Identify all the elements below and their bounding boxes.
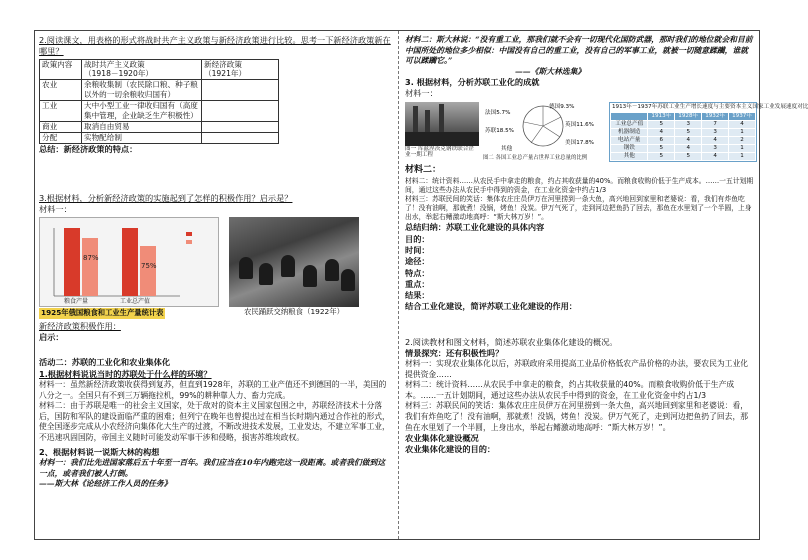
summary-label: 总结归纳：苏联工业化建设的具体内容 (405, 222, 545, 233)
bar-axis-label: 工业总产值 (120, 298, 151, 306)
table-cell (202, 80, 279, 101)
q1-title: 1.根据材料说说当时的苏联处于什么样的环境？ (39, 368, 212, 379)
summary-item: 目的： (405, 233, 430, 244)
summary-item: 特点： (405, 267, 430, 278)
growth-cell: 3 (675, 121, 702, 129)
table-cell (202, 101, 279, 122)
stalin-quote-2: 材料二：斯大林说：“没有重工业，那我们就不会有一切现代化国防武器，那时我们的地位就会和目前中国所处的地位多少相似：中国没有自己的重工业，没有自己的军事工业，就被一切随意蹂躏，谁就可以蹂躏它。” (405, 35, 753, 66)
industry-figures (405, 102, 808, 163)
growth-cell: 机器制造 (611, 129, 648, 137)
summary-item: 结果： (405, 290, 430, 301)
photo-figure (229, 217, 359, 317)
bar-value-label: 87% (83, 254, 99, 263)
growth-cell: 5 (675, 129, 702, 137)
insight-label: 启示： (39, 332, 64, 343)
summary-item: 途径： (405, 256, 430, 267)
growth-cell: 钢铁 (611, 145, 648, 153)
purpose-label: 农业集体化建设的目的： (405, 444, 496, 455)
bar-axis-label: 粮食产量 (64, 298, 89, 306)
right-q3-title: 3. 根据材料，分析苏联工业化的成就 (405, 77, 540, 88)
growth-cell: 其他 (611, 153, 648, 161)
growth-cell: 1 (729, 145, 756, 153)
collectivization-material-two: 材料二：统计资料……从农民手中拿走的粮食，约占其收获量的40%。而粮食收购价低于生产成本。……一五计划期间，通过这些办法从农民手中得到的资金，在工业化资金中约占1/3 (405, 380, 735, 400)
table-cell: 实物配给制 (82, 132, 202, 143)
table-cell: 大中小型工业一律收归国有（高度集中管理，企业缺乏生产积极性） (82, 101, 202, 122)
summary-features: 总结：新经济政策的特点： (39, 143, 138, 154)
bar-caption: 1925年俄国粮食和工业生产量统计表 (41, 308, 164, 318)
table-cell: 余粮收集制（农民除口粮、种子粮以外的一切余粮收归国有） (82, 80, 202, 101)
industry-output-text: 材料三：苏联民间的笑话：集体农庄庄员伊万在河里捞到一条大鱼，高兴地回到家里和老婆说：看，我们有炸鱼吃了！没有油啊，那就煮！没锅，烤鱼！没炭。伊万气死了，走到河边把鱼扔了回去，那鱼在水里划了一个半圆，上身出水，举起右鳍激动地高呼：“斯大林万岁！”。 (405, 195, 752, 222)
scenario-title: 情景探究：还有积极性吗？ (405, 348, 504, 359)
growth-cell: 5 (648, 153, 675, 161)
growth-cell: 工业总产值 (611, 121, 648, 129)
photo-caption: 农民踊跃交纳粮食（1922年） (243, 307, 345, 317)
growth-cell: 1 (729, 129, 756, 137)
table-cell: 工业 (40, 101, 82, 122)
growth-cell: 4 (675, 137, 702, 145)
growth-cell: 5 (648, 145, 675, 153)
growth-cell: 1937年 (729, 113, 756, 121)
pie-label: 美国17.8% (565, 139, 594, 146)
evaluate-prompt: 结合工业化建设，简评苏联工业化建设的作用： (405, 301, 577, 312)
overview-label: 农业集体化建设概况 (405, 433, 479, 444)
growth-cell: 4 (675, 145, 702, 153)
bar-industry-1913 (122, 228, 138, 296)
summary-item: 时间： (405, 244, 430, 255)
growth-cell: 6 (648, 137, 675, 145)
collectivization-material-one: 材料一：实现农业集体化以后，苏联政府采用提高工业品价格低农产品价格的办法，要农民为工业化提供资金…… (405, 359, 749, 379)
bar-figure (39, 217, 219, 318)
factory-figure (405, 102, 479, 159)
growth-cell: 5 (648, 121, 675, 129)
growth-cell: 电站产量 (611, 137, 648, 145)
factory-photo (405, 102, 479, 146)
growth-cell: 4 (702, 153, 729, 161)
growth-cell: 4 (648, 129, 675, 137)
growth-cell: 5 (675, 153, 702, 161)
growth-cell: 3 (702, 145, 729, 153)
summary-item: 重点： (405, 278, 430, 289)
pie-caption: 图二 各国工业总产量占世界工业总量的比例 (483, 154, 588, 161)
stalin-quote-1: 材料一：我们比先进国家落后五十年至一百年。我们应当在10年内跑完这一段距离。或者我们做到这一点，或者我们被人打倒。 (39, 458, 386, 478)
pie-label: 法国5.7% (485, 109, 511, 116)
growth-table (610, 112, 756, 161)
growth-cell: 1 (729, 153, 756, 161)
pie-label: 其他 (501, 145, 513, 152)
figure-row (39, 217, 392, 318)
growth-cell: 1932年 (702, 113, 729, 121)
left-column (35, 31, 398, 539)
material-two: 材料二：由于苏联是唯一的社会主义国家，处于敌对的资本主义国家包围之中，苏联经济技术十分落后，国防和军队的建设面临严重的困难；但列宁在晚年也曾提出过在相当长时期内通过合作社的形式，使全国逐步完成从小农经济向集体化大生产的过渡，不断改进技术发展，工业发达，不建立军事工业，不迅速巩固国防，帝国主义随时可能发动军事干涉和侵略，损害苏维埃政权。 (39, 401, 390, 442)
stalin-quote-1-source: ——斯大林《论经济工作人员的任务》 (39, 479, 172, 489)
q3-title: 3.根据材料，分析新经济政策的实施起到了怎样的积极作用？启示是？ (39, 192, 293, 203)
pie-figure (483, 102, 603, 161)
table-cell (202, 132, 279, 143)
right-column (399, 31, 808, 539)
growth-cell: 4 (702, 137, 729, 145)
bar-chart-image (39, 217, 219, 307)
table-header-cell: 新经济政策 （1921年） (202, 59, 279, 80)
table-header-cell: 战时共产主义政策 （1918－1920年） (82, 59, 202, 80)
bar-grain-1913 (64, 228, 80, 296)
table-cell: 商业 (40, 121, 82, 132)
pie-label: 苏联18.5% (485, 127, 514, 134)
q2-title: 2.阅读课文，用表格的形式将战时共产主义政策与新经济政策进行比较。思考一下新经济政策新在哪里？ (39, 35, 391, 57)
right-material-two-label: 材料二： (405, 165, 442, 176)
effect-label: 新经济政策积极作用： (39, 320, 121, 331)
five-year-plan-text: 材料二：统计资料……从农民手中拿走的粮食，约占其收获量的40%。而粮食收购价低于生产成本。……一五计划期间，通过这些办法从农民手中得到的资金，在工业化资金中约占1/3 (405, 176, 754, 194)
table-cell: 分配 (40, 132, 82, 143)
q2b-title: 2、根据材料说一说斯大林的构想 (39, 447, 160, 458)
growth-cell: 1928年 (675, 113, 702, 121)
policy-comparison-table (39, 59, 279, 144)
growth-cell: 1913年 (648, 113, 675, 121)
growth-cell: 3 (702, 129, 729, 137)
growth-table-title: 1913年－1937年苏联工业生产增长速度与主要资本主义国家工业发展速度对比 (610, 103, 756, 113)
growth-cell (611, 113, 648, 121)
pie-label: 德国9.3% (549, 103, 575, 110)
bar-grain-1925 (82, 238, 98, 296)
peasants-photo (229, 217, 359, 307)
right-material-label: 材料一： (405, 88, 438, 99)
table-cell: 农业 (40, 80, 82, 101)
stalin-quote-2-source: ——《斯大林选集》 (515, 66, 586, 76)
growth-table-image (609, 102, 808, 163)
pie-label: 英国11.6% (565, 121, 594, 128)
bar-value-label: 75% (141, 262, 157, 271)
worksheet-page (34, 30, 808, 540)
bar-industry-1925 (140, 246, 156, 296)
table-cell (202, 121, 279, 132)
growth-cell: 2 (729, 137, 756, 145)
bar-chart-svg (40, 218, 218, 306)
pie-chart-svg (483, 102, 603, 154)
table-header-cell: 政策内容 (40, 59, 82, 80)
growth-cell: 7 (702, 121, 729, 129)
factory-caption: 图一 库兹涅茨克钢铁联合企业一期工程 (405, 145, 474, 159)
material-one: 材料一：虽然新经济政策收获得到复苏，但直到1928年，苏联的工业产值还不到德国的一半，美国的八分之一。全国只有不到三万辆拖拉机，99%的耕种靠人力、畜力完成。 (39, 380, 387, 400)
material-label: 材料一： (39, 204, 72, 215)
collectivization-material-three: 材料三：苏联民间的笑话：集体农庄庄员伊万在河里捞到一条大鱼，高兴地回到家里和老婆说：看，我们有炸鱼吃了！没有油啊，那就煮！没锅，烤鱼！没炭。伊万气死了，走到河边把鱼扔了回去，那鱼在水里划了一个半圆，上身出水，举起右鳍激动地高呼：“斯大林万岁！”。 (405, 401, 749, 432)
right-q2-title: 2.阅读教材和图文材料，简述苏联农业集体化建设的概况。 (405, 336, 618, 347)
growth-cell: 4 (729, 121, 756, 129)
table-cell: 取消自由贸易 (82, 121, 202, 132)
activity2-title: 活动二：苏联的工业化和农业集体化 (39, 357, 171, 368)
